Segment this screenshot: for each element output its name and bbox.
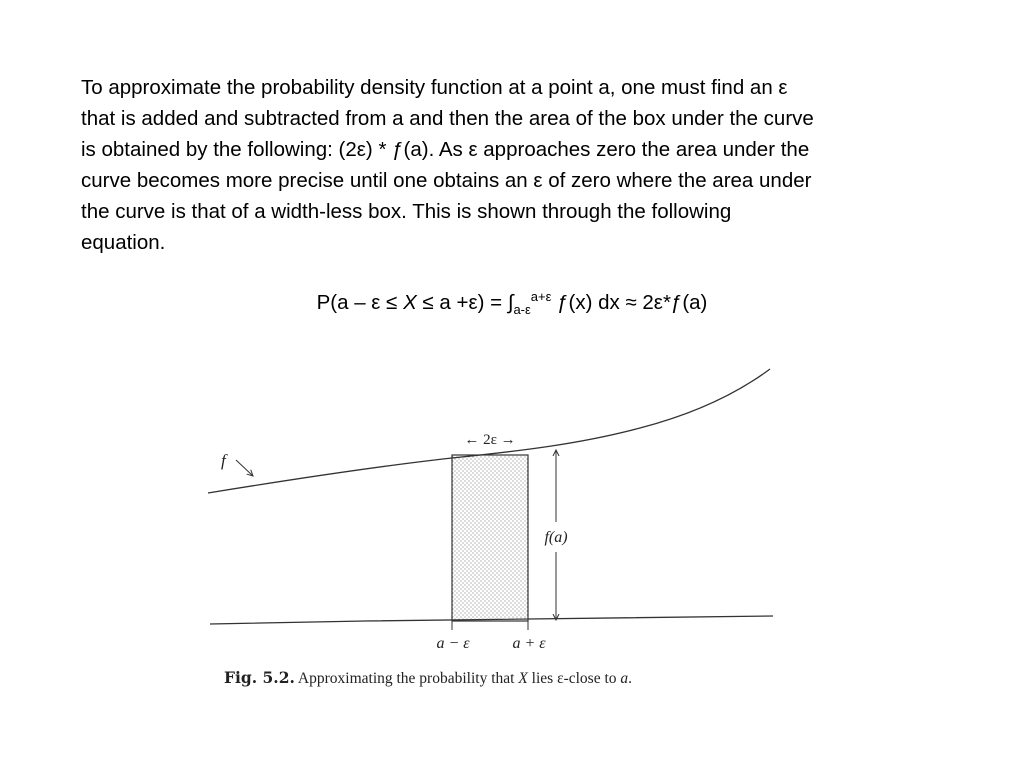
caption-label: Fig. 5.2.	[224, 668, 295, 687]
integral-lower-limit: a-ε	[513, 301, 531, 317]
caption-end: .	[628, 670, 633, 687]
integral-upper-limit: a+ε	[530, 289, 552, 304]
width-label: ← 2ε →	[464, 432, 516, 448]
paragraph-line-3: is obtained by the following: (2ε) * ƒ(a). As ε approaches zero the area under the	[81, 138, 810, 161]
height-label-fa: f(a)	[544, 529, 568, 546]
paragraph-line-1: To approximate the probability density function at a point a, one must find an ε	[81, 76, 788, 99]
paragraph-line-5: the curve is that of a width-less box. This is shown through the following	[81, 200, 732, 223]
paragraph-line-6: equation.	[81, 231, 166, 254]
caption-text-1: Approximating the probability that	[294, 670, 519, 687]
tick-label-a-minus-epsilon: a − ε	[436, 635, 470, 652]
equation-rhs: ƒ(x) dx ≈ 2ε*ƒ(a)	[551, 290, 708, 314]
equation-variable: X	[403, 290, 417, 314]
tick-label-a-plus-epsilon: a + ε	[512, 635, 546, 652]
caption-text-2: lies ε-close to	[527, 670, 621, 687]
curve-pointer-arrow	[236, 460, 253, 476]
paragraph-line-2: that is added and subtracted from a and then the area of the box under the curve	[81, 107, 814, 130]
caption-var-a: a	[620, 670, 629, 687]
figure-caption	[224, 668, 632, 687]
equation-lhs-close: ≤ a +ε) = ∫	[416, 290, 514, 314]
curve-label-f: f	[221, 451, 226, 470]
shaded-area-box	[452, 455, 528, 621]
equation-lhs-open: P(a – ε ≤	[316, 290, 404, 314]
paragraph-line-4: curve becomes more precise until one obtains an ε of zero where the area under	[81, 169, 812, 192]
caption-var-x: X	[518, 670, 528, 687]
